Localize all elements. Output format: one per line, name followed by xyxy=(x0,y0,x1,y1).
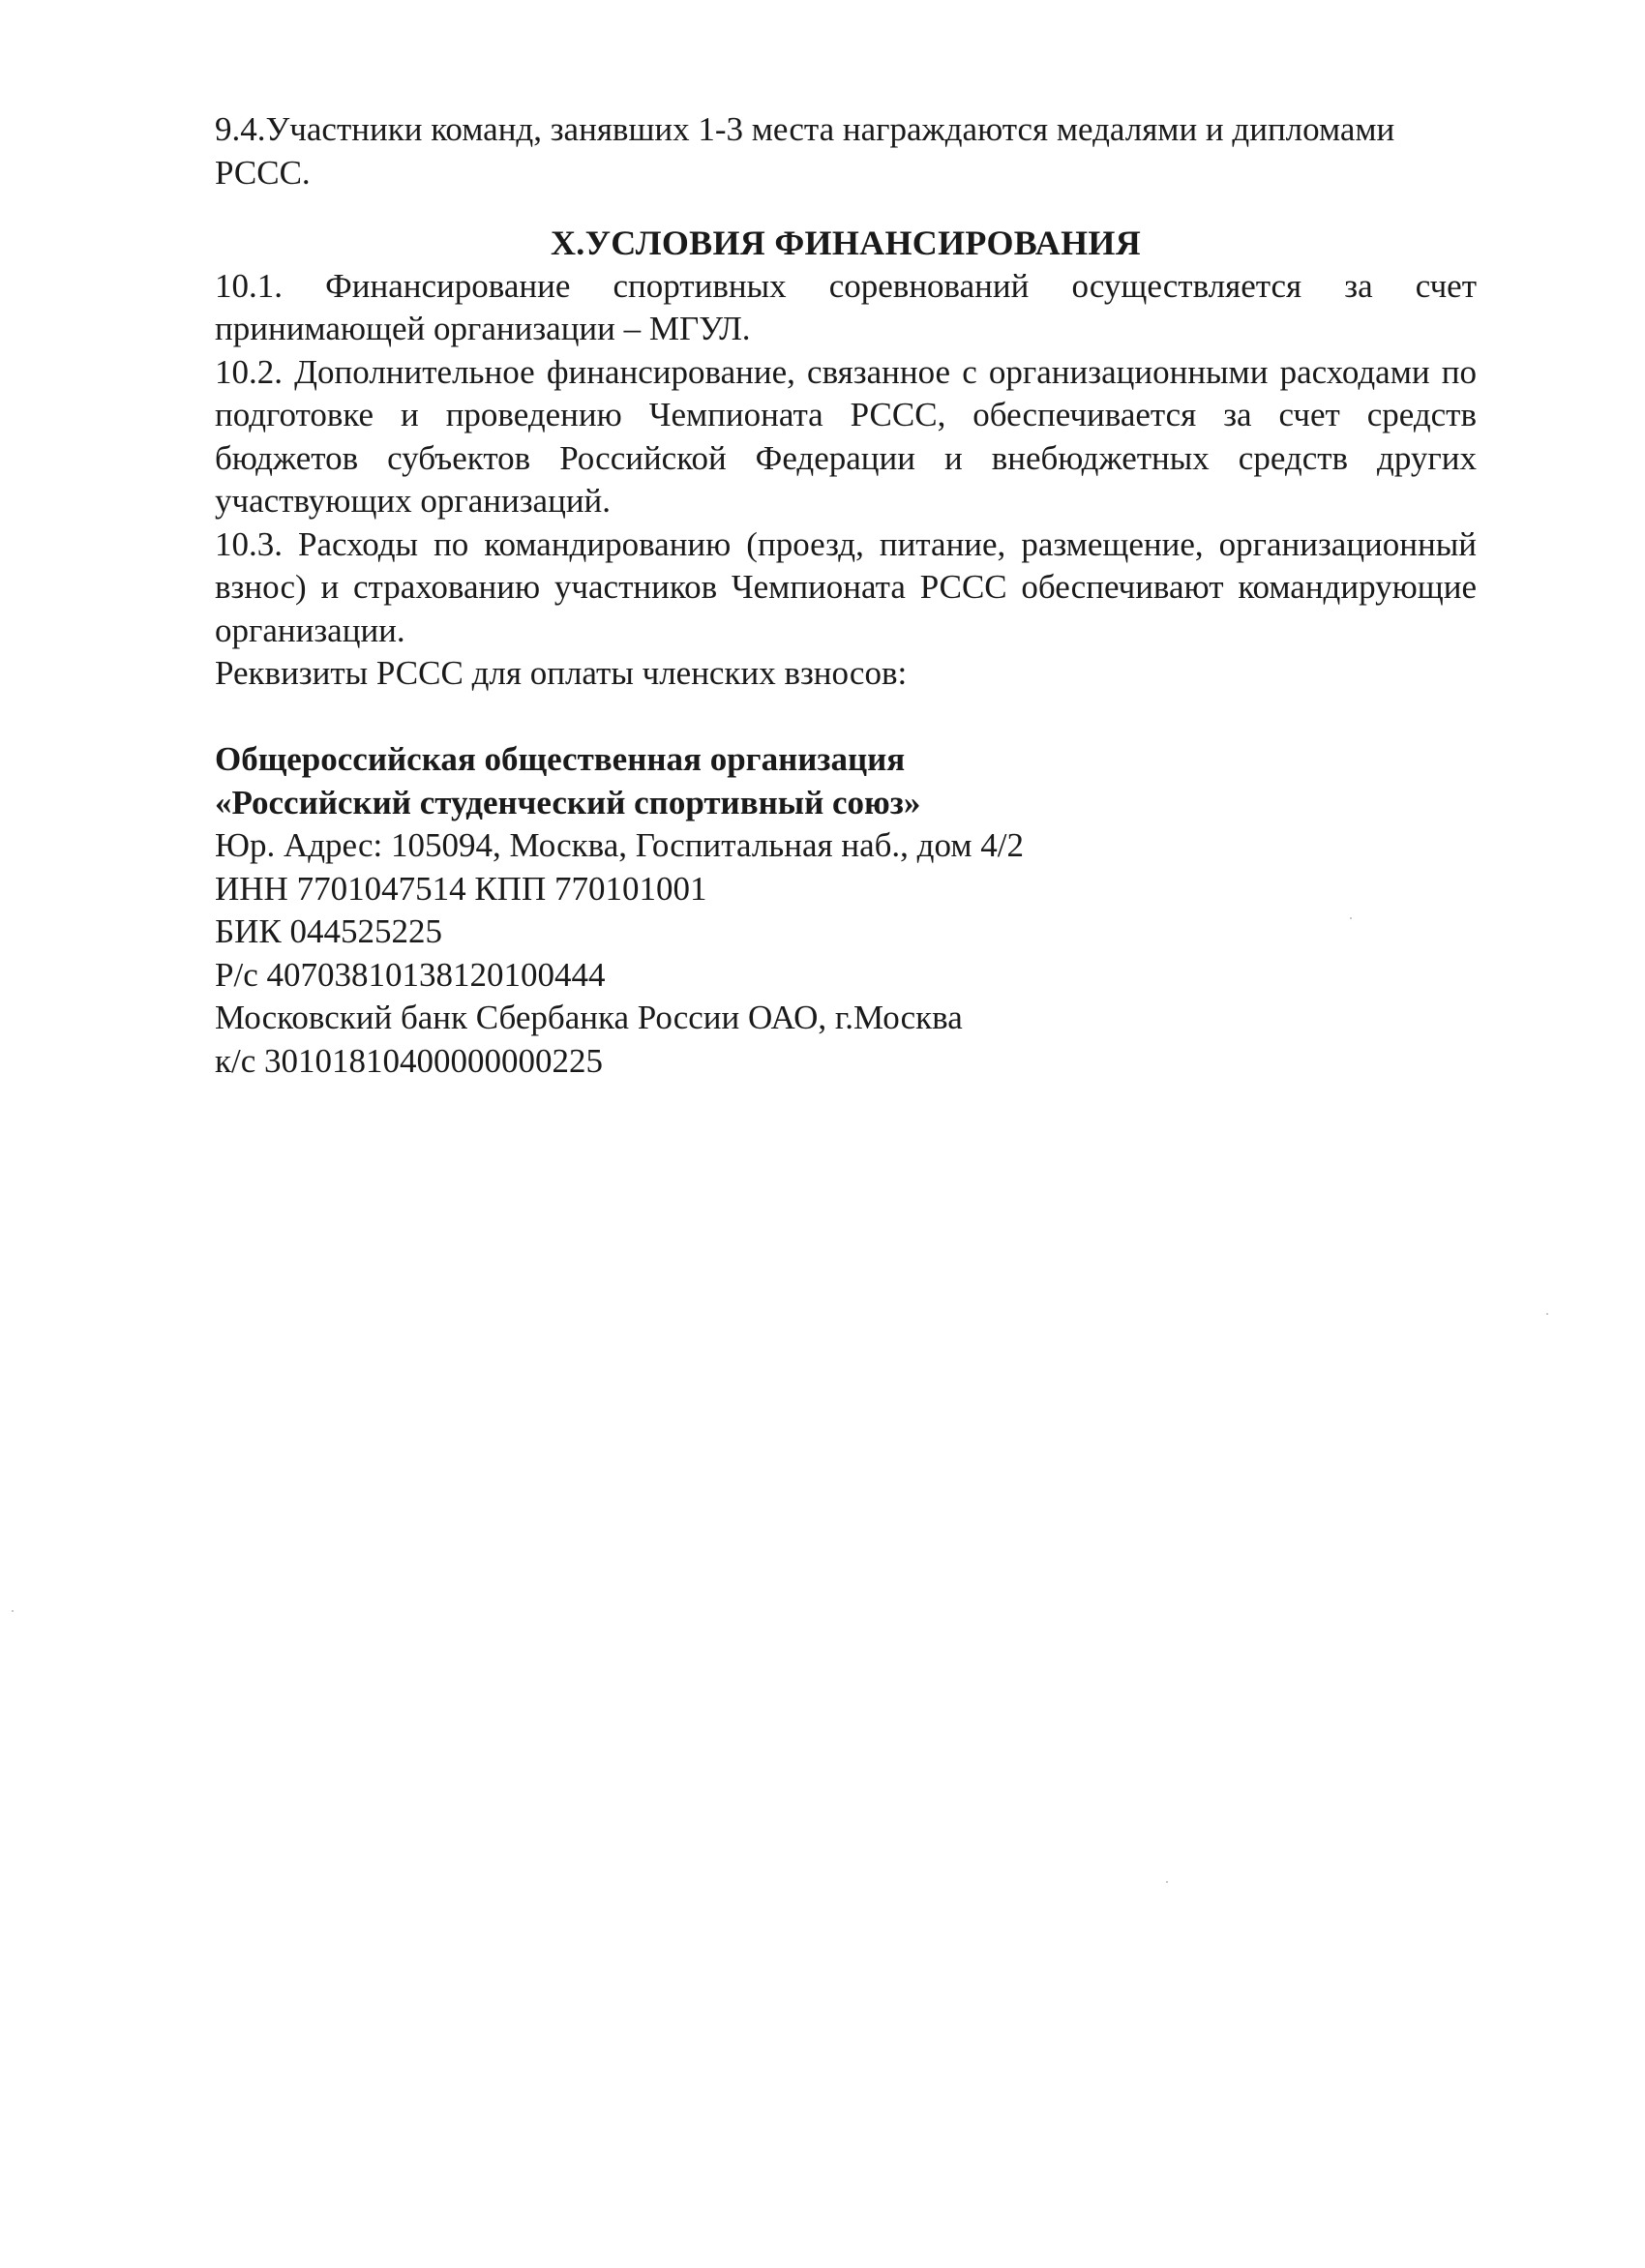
requisites-corr-account: к/с 30101810400000000225 xyxy=(215,1041,604,1080)
requisites-address: Юр. Адрес: 105094, Москва, Госпитальная наб., дом 4/2 xyxy=(215,826,1024,864)
scan-speck xyxy=(12,1610,14,1612)
requisites-org-line2: «Российский студенческий спортивный союз» xyxy=(215,783,921,821)
requisites-org-line1: Общероссийская общественная организация xyxy=(215,740,906,778)
requisites-bank: Московский банк Сбербанка России ОАО, г.Москва xyxy=(215,999,963,1036)
scan-speck xyxy=(1166,1881,1168,1883)
paragraph-9-4: 9.4.Участники команд, занявших 1-3 места награждаются медалями и дипломами РССС. xyxy=(215,110,1395,192)
requisites-bik: БИК 044525225 xyxy=(215,912,442,950)
paragraph-10-3: 10.3. Расходы по командированию (проезд, питание, размещение, организационный взнос) и страхованию участников Чемпионата РССС обеспечивают командирующие организации. xyxy=(215,524,1477,649)
scan-speck xyxy=(1546,1313,1548,1315)
document-page xyxy=(215,108,1477,1083)
requisites-intro: Реквизиты РССС для оплаты членских взносов: xyxy=(215,654,908,692)
blank-line xyxy=(215,696,1477,739)
paragraph-10-2: 10.2. Дополнительное финансирование, связанное с организационными расходами по подготовке и проведению Чемпионата РССС, обеспечивается за счет средств бюджетов субъектов Российской Федерации и внебюджетных средств других участвующих организаций. xyxy=(215,352,1477,520)
requisites-inn-kpp: ИНН 7701047514 КПП 770101001 xyxy=(215,869,707,908)
requisites-block xyxy=(215,738,1477,1083)
paragraph-10-1: 10.1. Финансирование спортивных соревнований осуществляется за счет принимающей организации – МГУЛ. xyxy=(215,266,1477,347)
requisites-account: Р/с 40703810138120100444 xyxy=(215,955,606,994)
section-title-financing: X.УСЛОВИЯ ФИНАНСИРОВАНИЯ xyxy=(550,224,1141,262)
scan-speck xyxy=(1350,917,1352,919)
